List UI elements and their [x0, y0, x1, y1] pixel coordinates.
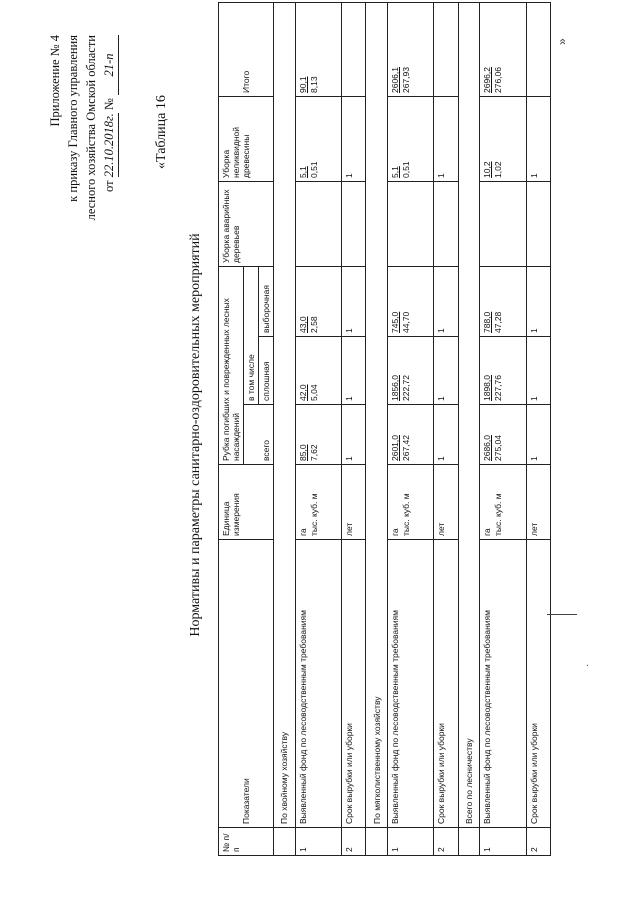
value-area: 85,0	[297, 444, 308, 461]
row-value-cleanup	[526, 97, 551, 182]
section-num-cell	[458, 828, 480, 856]
row-value-selective	[295, 267, 341, 337]
row-unit	[295, 465, 341, 540]
value-area: 5,1	[297, 166, 308, 178]
value-volume: 276,06	[493, 67, 504, 93]
row-num: 2	[341, 828, 365, 856]
row-unit-primary: га	[297, 528, 308, 536]
row-value-cleanup	[434, 97, 458, 182]
row-unit-secondary: тыс. куб. м	[308, 493, 319, 536]
value-area: 1898,0	[482, 375, 493, 401]
section-row	[458, 3, 480, 856]
table-label: «Таблица 16	[154, 95, 169, 169]
value-area: 2606,1	[390, 67, 401, 93]
row-unit	[526, 465, 551, 540]
section-title: Всего по лесничеству	[458, 3, 480, 828]
row-unit-primary: лет	[436, 522, 447, 536]
table-row	[341, 3, 365, 856]
row-value-total	[295, 405, 341, 465]
appendix-line-3: лесного хозяйства Омской области	[84, 35, 98, 221]
value-area: 1	[528, 328, 539, 333]
value-area: 1	[436, 328, 447, 333]
row-value-emergency	[341, 182, 365, 267]
header-unit: Единица измерения	[219, 465, 274, 540]
row-value-itogo	[388, 3, 434, 97]
header-total: всего	[244, 405, 274, 465]
section-title: По мягколиственному хозяйству	[366, 3, 388, 828]
header-clear: сплошная	[259, 337, 274, 405]
row-value-itogo	[526, 3, 551, 97]
value-area: 1	[436, 173, 447, 178]
table-row	[388, 3, 434, 856]
section-row	[274, 3, 296, 856]
value-area: 1	[343, 173, 354, 178]
value-area: 1	[528, 396, 539, 401]
row-num: 1	[480, 828, 526, 856]
order-number: 21-п	[100, 35, 119, 95]
value-area: 1	[343, 328, 354, 333]
row-unit-primary: лет	[528, 522, 539, 536]
row-unit-primary: га	[390, 528, 401, 536]
row-value-itogo	[434, 3, 458, 97]
value-volume: 0,51	[401, 161, 412, 178]
row-num: 2	[526, 828, 551, 856]
row-indicator: Срок вырубки или уборки	[526, 540, 551, 828]
row-value-total	[434, 405, 458, 465]
value-area: 1	[343, 396, 354, 401]
value-area: 1	[436, 456, 447, 461]
appendix-date-line	[100, 35, 119, 265]
row-value-clear	[295, 337, 341, 405]
order-date: 22.10.2018г.	[100, 113, 119, 177]
value-volume: 275,04	[493, 435, 504, 461]
row-unit	[434, 465, 458, 540]
row-value-emergency	[526, 182, 551, 267]
table-row	[434, 3, 458, 856]
value-area: 2601,0	[390, 435, 401, 461]
row-value-selective	[388, 267, 434, 337]
header-indicators: Показатели	[219, 540, 274, 828]
table-row	[480, 3, 526, 856]
document-title: Нормативы и параметры санитарно-оздоровительных мероприятий	[188, 233, 203, 637]
value-volume: 267,93	[401, 67, 412, 93]
row-value-itogo	[341, 3, 365, 97]
value-volume: 267,42	[401, 435, 412, 461]
value-volume: 227,76	[493, 375, 504, 401]
closing-mark: »	[555, 38, 569, 45]
section-title: По хвойному хозяйству	[274, 3, 296, 828]
row-value-selective	[434, 267, 458, 337]
row-num: 1	[388, 828, 434, 856]
row-value-clear	[480, 337, 526, 405]
value-volume: 2,58	[308, 316, 319, 333]
row-num: 1	[295, 828, 341, 856]
row-value-clear	[434, 337, 458, 405]
section-num-cell	[274, 828, 296, 856]
row-indicator: Срок вырубки или уборки	[434, 540, 458, 828]
row-value-itogo	[480, 3, 526, 97]
row-value-cleanup	[480, 97, 526, 182]
table-body	[274, 3, 551, 856]
value-area: 10,2	[482, 161, 493, 178]
value-area: 90,1	[297, 76, 308, 93]
row-value-total	[526, 405, 551, 465]
value-area: 43,0	[297, 316, 308, 333]
scan-dot: ·	[582, 663, 593, 667]
row-value-emergency	[388, 182, 434, 267]
section-num-cell	[366, 828, 388, 856]
row-value-total	[388, 405, 434, 465]
norms-table	[218, 3, 551, 856]
value-volume: 1,02	[493, 161, 504, 178]
value-volume: 7,62	[308, 444, 319, 461]
value-volume: 44,70	[401, 311, 412, 333]
row-value-emergency	[480, 182, 526, 267]
header-emergency: Уборка аварийных деревьев	[219, 182, 274, 267]
row-unit-primary: га	[482, 528, 493, 536]
value-area: 42,0	[297, 384, 308, 401]
row-num: 2	[434, 828, 458, 856]
row-unit	[388, 465, 434, 540]
row-value-clear	[388, 337, 434, 405]
value-area: 5,1	[390, 166, 401, 178]
value-area: 1856,0	[390, 375, 401, 401]
value-volume: 0,51	[308, 161, 319, 178]
value-volume: 222,72	[401, 375, 412, 401]
row-value-selective	[526, 267, 551, 337]
value-volume: 47,28	[493, 311, 504, 333]
row-value-cleanup	[388, 97, 434, 182]
header-num: № п/п	[219, 828, 274, 856]
row-value-selective	[341, 267, 365, 337]
row-value-emergency	[434, 182, 458, 267]
value-area: 2696,2	[482, 67, 493, 93]
row-value-cleanup	[341, 97, 365, 182]
row-value-clear	[341, 337, 365, 405]
row-indicator: Выявленный фонд по лесоводственным требованиям	[480, 540, 526, 828]
value-area: 1	[343, 456, 354, 461]
row-unit-secondary: тыс. куб. м	[401, 493, 412, 536]
value-area: 1	[528, 173, 539, 178]
row-value-clear	[526, 337, 551, 405]
row-value-emergency	[295, 182, 341, 267]
number-label: №	[102, 98, 116, 111]
row-indicator: Выявленный фонд по лесоводственным требованиям	[388, 540, 434, 828]
row-unit	[341, 465, 365, 540]
section-row	[366, 3, 388, 856]
value-volume: 8,13	[308, 76, 319, 93]
row-indicator: Срок вырубки или уборки	[341, 540, 365, 828]
scan-rule	[547, 614, 577, 615]
value-area: 788,0	[482, 311, 493, 333]
row-value-total	[480, 405, 526, 465]
row-value-itogo	[295, 3, 341, 97]
table-row	[526, 3, 551, 856]
header-felling: Рубка погибших и поврежденных лесных насаждений	[219, 267, 244, 465]
table-row	[295, 3, 341, 856]
value-area: 745,0	[390, 311, 401, 333]
row-value-total	[341, 405, 365, 465]
from-label: от	[102, 180, 116, 192]
row-indicator: Выявленный фонд по лесоводственным требованиям	[295, 540, 341, 828]
value-area: 2686,0	[482, 435, 493, 461]
value-volume: 5,04	[308, 384, 319, 401]
row-value-selective	[480, 267, 526, 337]
header-cleanup: Уборка неликвидной древесины	[219, 97, 274, 182]
row-value-cleanup	[295, 97, 341, 182]
row-unit-primary: лет	[343, 522, 354, 536]
value-area: 1	[528, 456, 539, 461]
value-area: 1	[436, 396, 447, 401]
header-incl: в том числе	[244, 267, 259, 405]
header-itogo: Итого	[219, 3, 274, 97]
appendix-block	[46, 35, 119, 265]
appendix-line-2: к приказу Главного управления	[66, 35, 80, 202]
appendix-line-1: Приложение № 4	[48, 35, 62, 127]
row-unit	[480, 465, 526, 540]
header-selective: выборочная	[259, 267, 274, 337]
row-unit-secondary: тыс. куб. м	[493, 493, 504, 536]
